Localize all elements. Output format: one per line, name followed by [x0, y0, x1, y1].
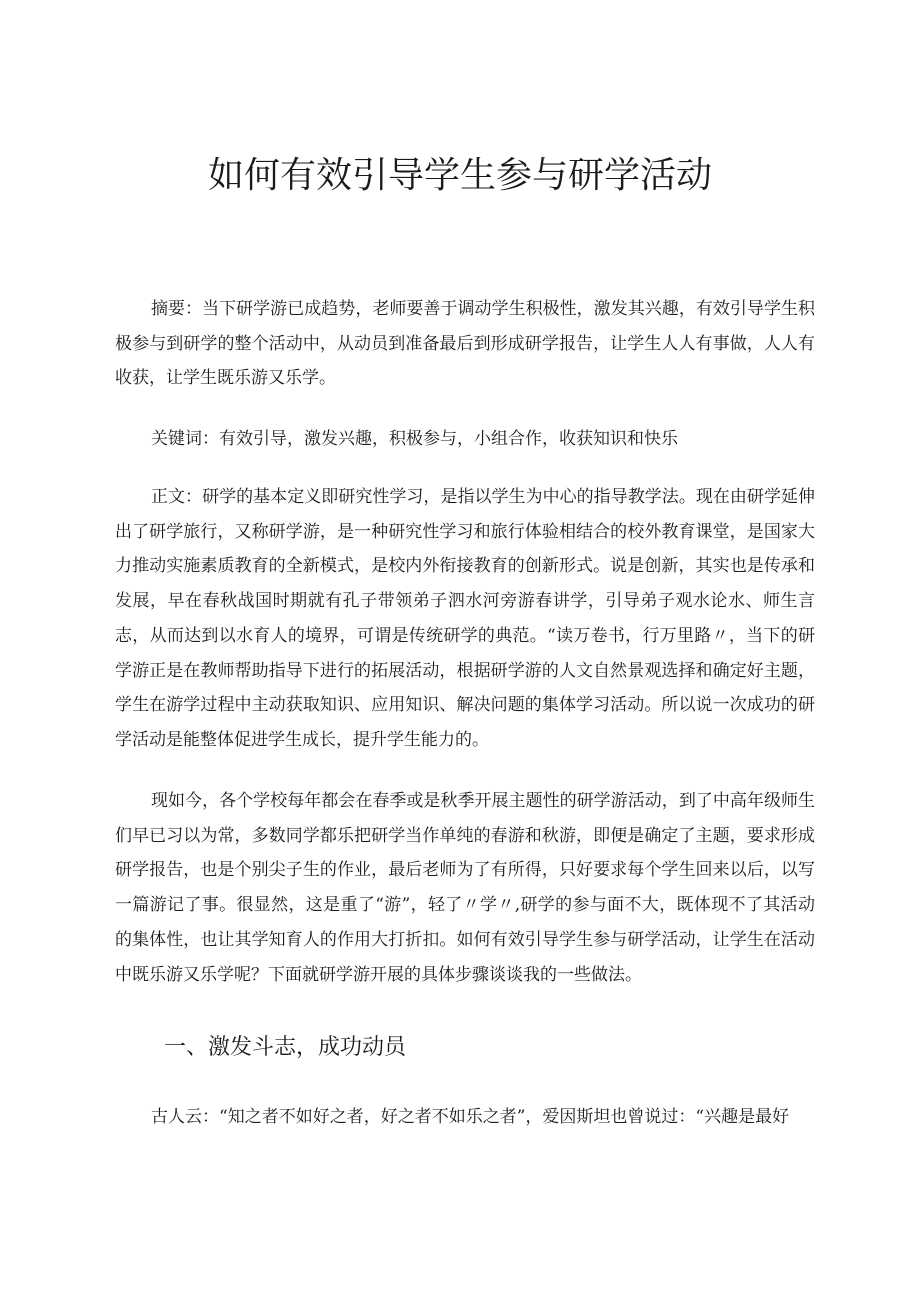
- document-title: 如何有效引导学生参与研学活动: [207, 155, 712, 196]
- abstract-paragraph: 摘要：当下研学游已成趋势，老师要善于调动学生积极性，激发其兴趣，有效引导学生积极参与到研学的整个活动中，从动员到准备最后到形成研学报告，让学生人人有事做，人人有收获，让学生既乐游又乐学。: [115, 299, 815, 389]
- section-1-paragraph: 古人云：“知之者不如好之者，好之者不如乐之者”，爱因斯坦也曾说过：“兴趣是最好: [151, 1107, 790, 1127]
- keywords-paragraph: 关键词：有效引导，激发兴趣，积极参与，小组合作，收获知识和快乐: [151, 429, 678, 449]
- body-paragraph-1: 正文：研学的基本定义即研究性学习，是指以学生为中心的指导教学法。现在由研学延伸出了研学旅行，又称研学游，是一种研究性学习和旅行体验相结合的校外教育课堂，是国家大力推动实施素质教育的全新模式，是校内外衔接教育的创新形式。说是创新，其实也是传承和发展，早在春秋战国时期就有孔子带领弟子泗水河旁游春讲学，引导弟子观水论水、师生言志，从而达到以水育人的境界，可谓是传统研学的典范。“读万卷书，行万里路〃，当下的研学游正是在教师帮助指导下进行的拓展活动，根据研学游的人文自然景观选择和确定好主题，学生在游学过程中主动获取知识、应用知识、解决问题的集体学习活动。所以说一次成功的研学活动是能整体促进学生成长，提升学生能力的。: [115, 487, 815, 750]
- body-paragraph-2: 现如今，各个学校每年都会在春季或是秋季开展主题性的研学游活动，到了中高年级师生们早已习以为常，多数同学都乐把研学当作单纯的春游和秋游，即便是确定了主题，要求形成研学报告，也是个别尖子生的作业，最后老师为了有所得，只好要求每个学生回来以后，以写一篇游记了事。很显然，这是重了“游”，轻了〃学〃,研学的参与面不大，既体现不了其活动的集体性，也让其学知育人的作用大打折扣。如何有效引导学生参与研学活动，让学生在活动中既乐游又乐学呢？下面就研学游开展的具体步骤谈谈我的一些做法。: [115, 791, 815, 985]
- section-1-heading: 一、激发斗志，成功动员: [164, 1035, 407, 1060]
